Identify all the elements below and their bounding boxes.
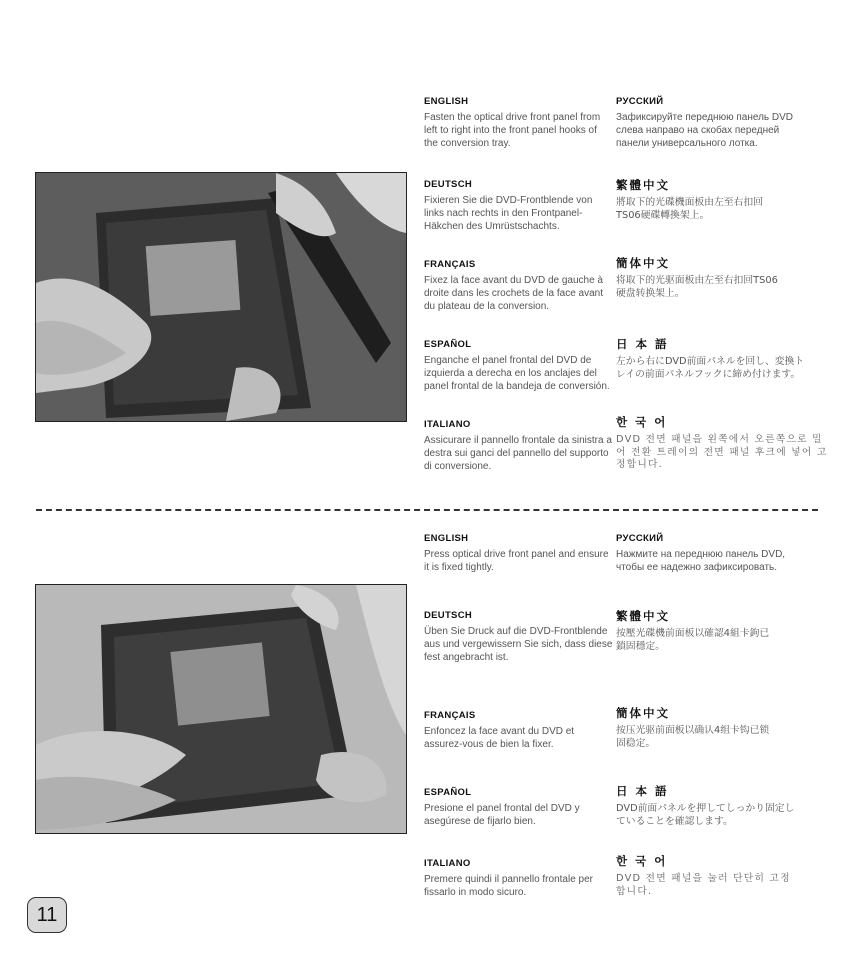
- page-number: 11: [27, 897, 67, 933]
- language-heading: РУССКИЙ: [616, 96, 664, 107]
- instruction-text: 按壓光碟機前面板以確認4組卡鉤已鎖固穩定。: [616, 628, 770, 652]
- step2-korean: [616, 853, 792, 898]
- step1-japanese: [616, 336, 806, 381]
- step2-deutsch: [424, 610, 616, 664]
- language-heading: ENGLISH: [424, 96, 469, 107]
- language-heading: DEUTSCH: [424, 610, 473, 621]
- step1-deutsch: [424, 179, 612, 233]
- step1-italiano: [424, 419, 612, 473]
- instruction-text: Premere quindi il pannello frontale per fissarlo in modo sicuro.: [424, 874, 593, 898]
- step2-simp-chinese: [616, 705, 776, 750]
- photo-step2-press-front-panel: [35, 584, 407, 834]
- instruction-text: DVD 전면 패널을 왼쪽에서 오른쪽으로 밀어 전환 트레이의 전면 패널 후크에 넣어 고정합니다.: [616, 434, 828, 470]
- language-heading: РУССКИЙ: [616, 533, 664, 544]
- step2-italiano: [424, 858, 616, 899]
- instruction-text: DVD 전면 패널을 눌러 단단히 고정합니다.: [616, 873, 791, 897]
- step1-trad-chinese: [616, 177, 786, 222]
- instruction-text: Enganche el panel frontal del DVD de izquierda a derecha en los anclajes del panel frontal de la bandeja de conversión.: [424, 355, 610, 392]
- step2-english: [424, 533, 612, 574]
- language-heading: FRANÇAIS: [424, 710, 476, 721]
- step2-russian: [616, 533, 814, 574]
- step2-japanese: [616, 783, 800, 828]
- step1-simp-chinese: [616, 255, 786, 300]
- instruction-text: Зафиксируйте переднюю панель DVD слева направо на скобах передней панели универсального лотка.: [616, 112, 794, 149]
- language-heading: 日 本 語: [616, 784, 669, 798]
- section-divider: [36, 509, 818, 511]
- step2-francais: [424, 710, 612, 751]
- step1-russian: [616, 96, 808, 150]
- step2-trad-chinese: [616, 608, 776, 653]
- language-heading: ITALIANO: [424, 419, 471, 430]
- instruction-text: Enfoncez la face avant du DVD et assurez-vous de bien la fixer.: [424, 726, 575, 750]
- step2-espanol: [424, 787, 612, 828]
- instruction-text: Нажмите на переднюю панель DVD, чтобы ее надежно зафиксировать.: [616, 549, 786, 573]
- step1-korean: [616, 414, 828, 472]
- instruction-text: Assicurare il pannello frontale da sinistra a destra sui ganci del pannello del supporto di conversione.: [424, 435, 612, 472]
- language-heading: ENGLISH: [424, 533, 469, 544]
- language-heading: ITALIANO: [424, 858, 471, 869]
- instruction-text: Üben Sie Druck auf die DVD-Frontblende aus und vergewissern Sie sich, dass diese fest angebracht ist.: [424, 626, 613, 663]
- language-heading: 한 국 어: [616, 854, 668, 868]
- instruction-text: 左から右にDVD前面パネルを回し、変換トレイの前面パネルフックに締め付けます。: [616, 356, 805, 380]
- language-heading: 簡体中文: [616, 706, 670, 720]
- language-heading: FRANÇAIS: [424, 259, 476, 270]
- language-heading: 簡体中文: [616, 256, 670, 270]
- step1-francais: [424, 259, 612, 313]
- instruction-text: DVD前面パネルを押してしっかり固定していることを確認します。: [616, 803, 795, 827]
- instruction-text: 將取下的光碟機面板由左至右扣回TS06硬碟轉換架上。: [616, 197, 763, 221]
- language-heading: 繁體中文: [616, 178, 670, 192]
- language-heading: 繁體中文: [616, 609, 670, 623]
- language-heading: 日 本 語: [616, 337, 669, 351]
- language-heading: 한 국 어: [616, 415, 668, 429]
- instruction-text: Fasten the optical drive front panel from left to right into the front panel hooks of the conversion tray.: [424, 112, 601, 149]
- language-heading: ESPAÑOL: [424, 787, 472, 798]
- instruction-text: Presione el panel frontal del DVD y asegúrese de fijarlo bien.: [424, 803, 580, 827]
- instruction-text: 将取下的光驱面板由左至右扣回TS06硬盘转换架上。: [616, 275, 778, 299]
- instruction-text: Press optical drive front panel and ensure it is fixed tightly.: [424, 549, 609, 573]
- instruction-text: Fixieren Sie die DVD-Frontblende von links nach rechts in den Frontpanel-Häkchen des Umrüstschachts.: [424, 195, 593, 232]
- language-heading: ESPAÑOL: [424, 339, 472, 350]
- instruction-text: 按压光驱前面板以确认4组卡钩已锁固稳定。: [616, 725, 770, 749]
- step1-espanol: [424, 339, 612, 393]
- step1-english: [424, 96, 612, 150]
- photo-step1-fasten-front-panel: [35, 172, 407, 422]
- language-heading: DEUTSCH: [424, 179, 473, 190]
- instruction-text: Fixez la face avant du DVD de gauche à droite dans les crochets de la face avant du plateau de la conversion.: [424, 275, 603, 312]
